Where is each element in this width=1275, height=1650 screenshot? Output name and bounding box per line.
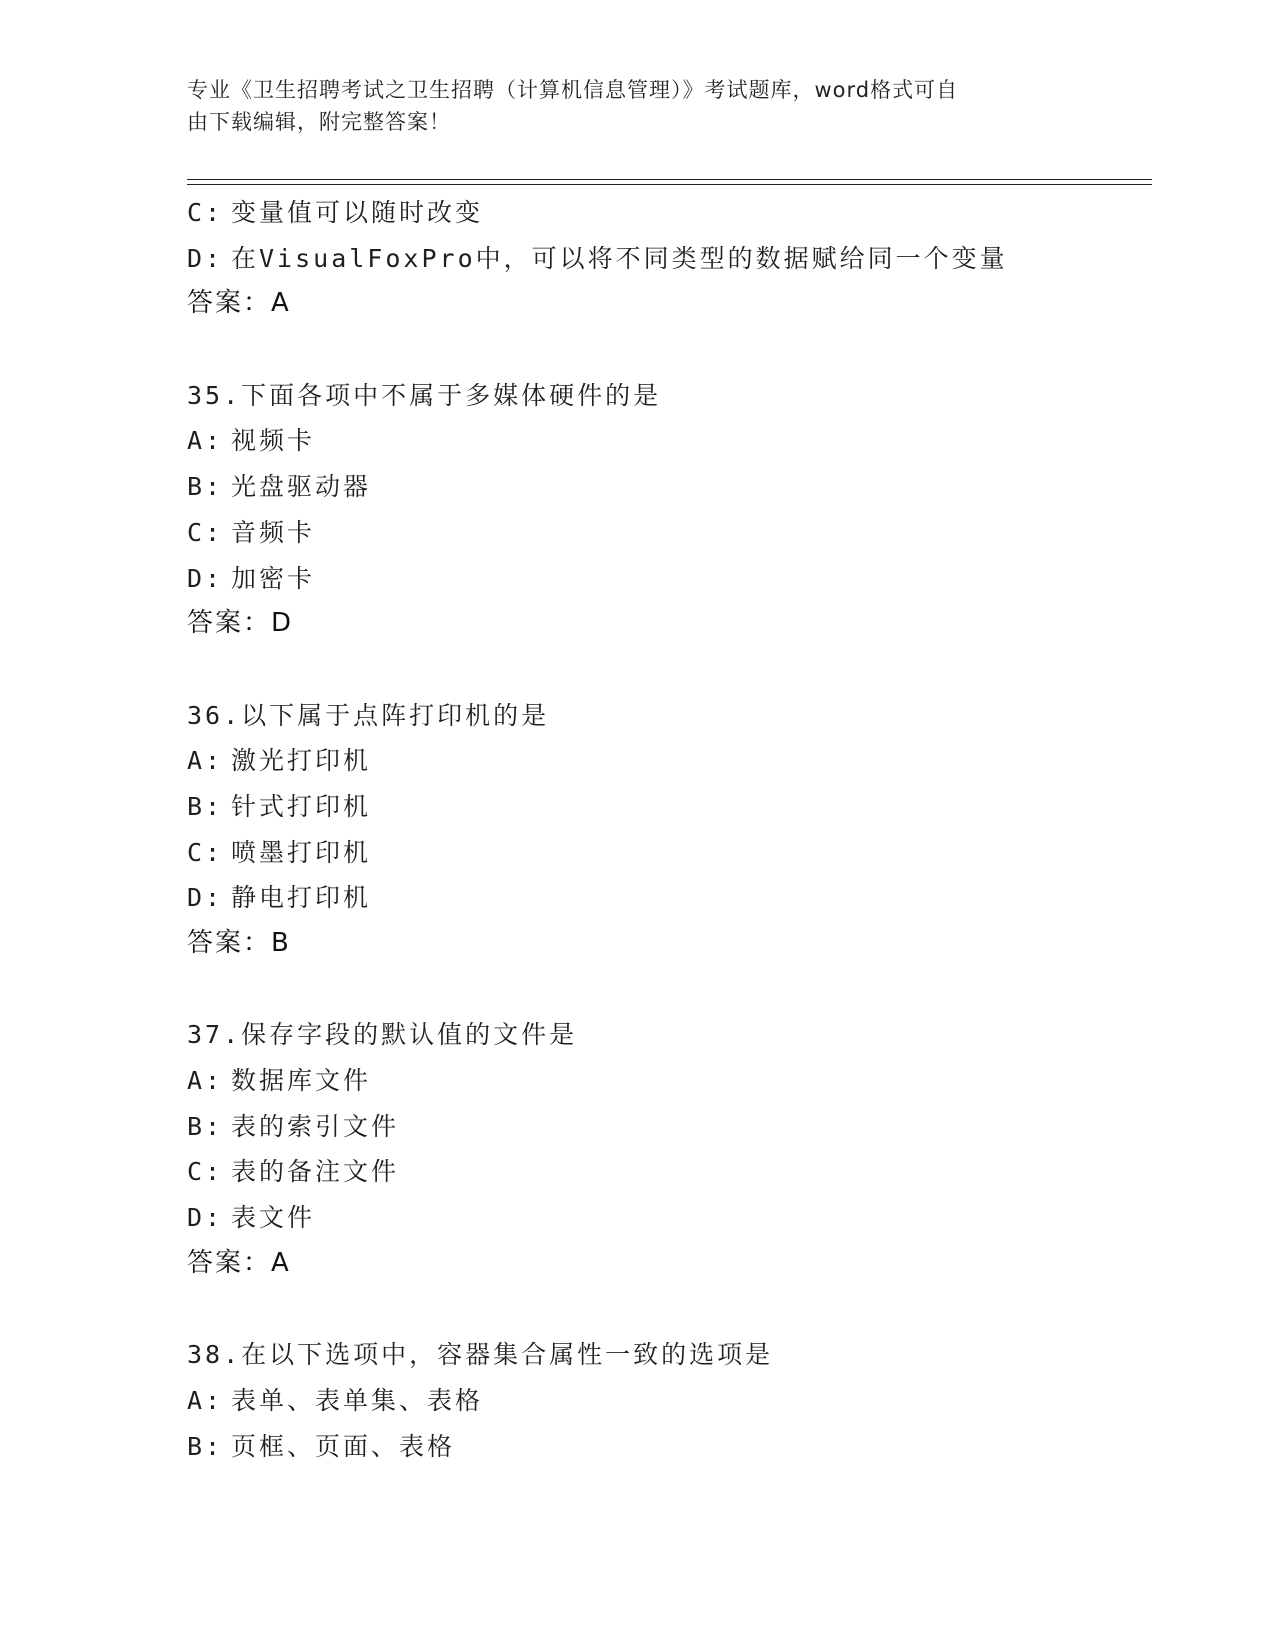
option-text: 表单、表单集、表格 xyxy=(231,1385,484,1415)
option-key: D: xyxy=(187,883,224,913)
option-text: 表的备注文件 xyxy=(231,1157,400,1187)
document-header xyxy=(187,74,1067,138)
option-text: 页框、页面、表格 xyxy=(231,1431,456,1461)
question-title: 35.下面各项中不属于多媒体硬件的是 xyxy=(187,380,662,410)
option-text: 视频卡 xyxy=(231,426,316,456)
option-c xyxy=(187,190,1147,236)
option-key: A: xyxy=(187,1066,224,1096)
option-text: 静电打印机 xyxy=(231,883,372,913)
option-b xyxy=(187,1424,1147,1470)
option-d xyxy=(187,875,1147,921)
option-b xyxy=(187,464,1147,510)
option-text: 变量值可以随时改变 xyxy=(231,198,484,227)
option-a xyxy=(187,1378,1147,1424)
option-text: 加密卡 xyxy=(231,563,316,593)
option-key: B: xyxy=(187,791,224,821)
option-key: C: xyxy=(187,1157,224,1187)
option-key: A: xyxy=(187,426,224,456)
option-key: D: xyxy=(187,1203,224,1233)
option-key: D: xyxy=(187,563,224,593)
option-c xyxy=(187,510,1147,556)
option-text: 表的索引文件 xyxy=(231,1111,400,1141)
header-line-2: 由下载编辑，附完整答案！ xyxy=(187,110,451,134)
option-c xyxy=(187,830,1147,876)
question-35 xyxy=(187,373,1147,647)
option-key: B: xyxy=(187,472,224,502)
spacer xyxy=(187,967,1147,1013)
spacer xyxy=(187,327,1147,373)
option-d xyxy=(187,556,1147,602)
option-a xyxy=(187,418,1147,464)
option-text: 在VisualFoxPro中，可以将不同类型的数据赋给同一个变量 xyxy=(231,243,1008,273)
option-key: A: xyxy=(187,746,224,776)
spacer xyxy=(187,1287,1147,1333)
option-key: A: xyxy=(187,1385,224,1415)
header-line-1: 专业《卫生招聘考试之卫生招聘（计算机信息管理）》考试题库，word格式可自 xyxy=(187,78,959,102)
option-d xyxy=(187,236,1147,282)
option-key: C: xyxy=(187,517,224,547)
question-38 xyxy=(187,1332,1147,1469)
question-content xyxy=(187,190,1147,1469)
option-key: C: xyxy=(187,837,224,867)
question-36 xyxy=(187,693,1147,967)
option-a xyxy=(187,1058,1147,1104)
option-key: B: xyxy=(187,1431,224,1461)
option-text: 喷墨打印机 xyxy=(231,837,372,867)
option-text: 表文件 xyxy=(231,1203,316,1233)
question-title: 38.在以下选项中，容器集合属性一致的选项是 xyxy=(187,1340,774,1370)
option-b xyxy=(187,784,1147,830)
answer-line: 答案：A xyxy=(187,1247,291,1278)
question-37 xyxy=(187,1012,1147,1286)
option-text: 光盘驱动器 xyxy=(231,472,372,502)
option-text: 激光打印机 xyxy=(231,746,372,776)
option-text: 音频卡 xyxy=(231,517,316,547)
option-b xyxy=(187,1104,1147,1150)
spacer xyxy=(187,647,1147,693)
answer-line: 答案：A xyxy=(187,288,291,319)
option-key: B: xyxy=(187,1111,224,1141)
header-divider-bottom xyxy=(187,184,1152,185)
question-title: 36.以下属于点阵打印机的是 xyxy=(187,700,550,730)
carryover-question xyxy=(187,190,1147,327)
option-a xyxy=(187,738,1147,784)
answer-line: 答案：D xyxy=(187,608,294,639)
option-d xyxy=(187,1195,1147,1241)
option-text: 数据库文件 xyxy=(231,1066,372,1096)
option-key: D: xyxy=(187,243,224,273)
answer-line: 答案：B xyxy=(187,928,291,958)
option-key: C: xyxy=(187,198,224,227)
option-c xyxy=(187,1149,1147,1195)
question-title: 37.保存字段的默认值的文件是 xyxy=(187,1020,578,1050)
option-text: 针式打印机 xyxy=(231,791,372,821)
header-divider-top xyxy=(187,179,1152,180)
